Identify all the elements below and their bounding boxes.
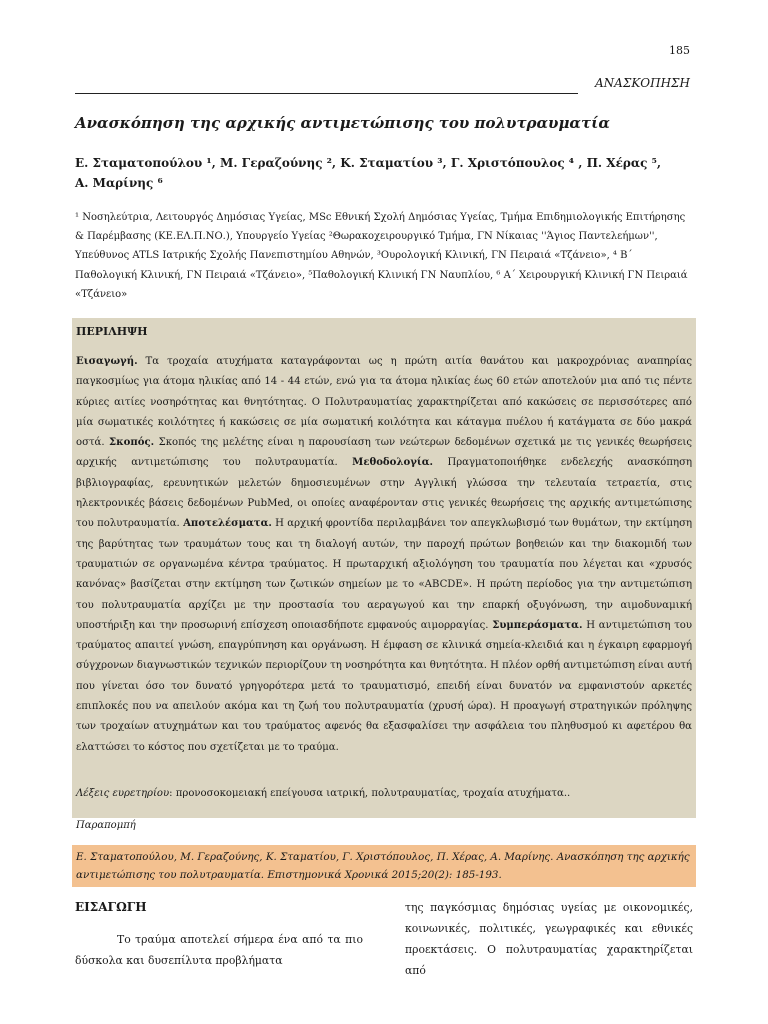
- abstract-method-text: Πραγματοποιήθηκε ενδελεχής ανασκόπηση βιβλιογραφίας, ερευνητικών μελετών δημοσιευμένων στην Αγγλική γλώσσα την τελευταία τετραετία, στις ηλεκτρονικές βάσεις δεδομένων PubMed, οι οποίες αναφέρονταν στις γενικές θεωρήσεις της αρχικής αντιμετώπισης του πολυτραυματία.: [76, 457, 693, 530]
- keywords: [76, 788, 692, 799]
- introduction-heading: ΕΙΣΑΓΩΓΗ: [75, 900, 147, 914]
- authors: Ε. Σταματοπούλου ¹, Μ. Γεραζούνης ², Κ. Σταματίου ³, Γ. Χριστόπουλος ⁴ , Π. Χέρας ⁵, Α. Μαρίνης ⁶: [75, 156, 662, 190]
- abstract-intro-label: Εισαγωγή.: [76, 356, 138, 367]
- introduction-left-text: Το τραύμα αποτελεί σήμερα ένα από τα πιο δύσκολα και δυσεπίλυτα προβλήματα: [75, 933, 363, 967]
- keywords-text: : προνοσοκομειακή επείγουσα ιατρική, πολυτραυματίας, τροχαία ατυχήματα..: [169, 788, 571, 799]
- page-number: 185: [669, 44, 690, 57]
- introduction-left-column: [75, 929, 363, 971]
- article-title: Ανασκόπηση της αρχικής αντιμετώπισης του πολυτραυματία: [75, 114, 610, 132]
- abstract-conclusions-text: Η αντιμετώπιση του τραύματος απαιτεί γνώση, επαγρύπνηση και οργάνωση. Η έμφαση σε κλινικά σημεία-κλειδιά και η έγκαιρη εφαρμογή σύγχρονων διαγνωστικών τεχνικών περιορίζουν τη νοσηρότητα και θνητότητα. Η πλέον ορθή αντιμετώπιση είναι αυτή που γίνεται όσο τον δυνατό γρηγορότερα μετά το τραυματισμό, επειδή είναι δυνατόν να εμφανιστούν αρκετές επιπλοκές που να απειλούν ακόμα και τη ζωή του πολυτραυματία (χρυσή ώρα). Η προαγωγή στρατηγικών πρόληψης των τροχαίων ατυχημάτων και του τραύματος αφενός θα εξασφαλίσει την ασφάλεια του πληθυσμού κι αφετέρου θα ελαττώσει το κόστος που σχετίζεται με το τραύμα.: [76, 619, 692, 753]
- affiliations: ¹ Νοσηλεύτρια, Λειτουργός Δημόσιας Υγείας, MSc Εθνική Σχολή Δημόσιας Υγείας, Τμήμα Επιδημιολογικής Επιτήρησης & Παρέμβασης (ΚΕ.ΕΛ.Π.ΝΟ.), Υπουργείο Υγείας ²Θωρακοχειρουργικό Τμήμα, ΓΝ Νίκαιας ''Άγιος Παντελεήμων'', Υπεύθυνος ATLS Ιατρικής Σχολής Πανεπιστημίου Αθηνών, ³Ουρολογική Κλινική, ΓΝ Πειραιά «Τζάνειο», ⁴ Β΄ Παθολογική Κλινική, ΓΝ Πειραιά «Τζάνειο», ⁵Παθολογική Κλινική ΓΝ Ναυπλίου, ⁶ Α΄ Χειρουργική Κλινική ΓΝ Πειραιά «Τζάνειο»: [75, 212, 688, 300]
- abstract-conclusions-label: Συμπεράσματα.: [492, 619, 583, 631]
- abstract-results-text: Η αρχική φροντίδα περιλαμβάνει τον απεγκλωβισμό των θυμάτων, την εκτίμηση της βαρύτητας των τραυμάτων τους και τη διαλογή αυτών, την παροχή πρώτων βοηθειών και την διακομιδή των τραυματιών σε οργανωμένα κέντρα τραύματος. Η πρωταρχική αξιολόγηση του τραυματία που λέγεται και «χρυσός κανόνας» βασίζεται στην εκτίμηση των ζωτικών σημείων με το «ABCDE». Η πρώτη περίοδος για την αντιμετώπιση του πολυτραυματία αρχίζει με την προστασία του αεραγωγού και την επαρκή οξυγόνωση, την αιμοδυναμική υποστήριξη και την προσωρινή επίσχεση οποιασδήποτε εμφανούς αιμορραγίας.: [76, 518, 693, 631]
- header-rule: [75, 93, 578, 94]
- abstract-results-label: Αποτελέσματα.: [183, 518, 272, 530]
- abstract-body: [76, 352, 692, 758]
- abstract-method-label: Μεθοδολογία.: [352, 457, 434, 469]
- abstract-heading: ΠΕΡΙΛΗΨΗ: [76, 325, 148, 338]
- keywords-label: Λέξεις ευρετηρίου: [76, 788, 170, 799]
- abstract-aim-label: Σκοπός.: [108, 437, 155, 449]
- abstract-intro-text: Τα τροχαία ατυχήματα καταγράφονται ως η πρώτη αιτία θανάτου και μακροχρόνιας αναπηρίας παγκοσμίως για άτομα ηλικίας από 14 - 44 ετών, ενώ για τα άτομα ηλικίας έως 60 ετών αποτελούν μια από τις πέντε κύριες αιτίες νοσηρότητας και θνητότητας. Ο Πολυτραυματίας χαρακτηρίζεται από κακώσεις σε περισσότερες από μία σωματικές κοιλότητες ή κακώσεις σε μία σωματική κοιλότητα και κάταγμα πυέλου ή κατάγματα σε δύο μακρά οστά.: [76, 356, 692, 449]
- reference-label: Παραπομπή: [76, 820, 136, 831]
- abstract-aim-text: Σκοπός της μελέτης είναι η παρουσίαση των νεώτερων δεδομένων σχετικά με τις γενικές θεωρήσεις αρχικής αντιμετώπισης του πολυτραυματία.: [76, 437, 692, 469]
- introduction-right-column: της παγκόσμιας δημόσιας υγείας με οικονομικές, κοινωνικές, πολιτικές, γεωγραφικές και εθνικές προεκτάσεις. Ο πολυτραυματίας χαρακτηρίζεται από: [405, 901, 693, 977]
- section-tag: ΑΝΑΣΚΟΠΗΣΗ: [595, 76, 690, 90]
- citation-text: Ε. Σταματοπούλου, Μ. Γεραζούνης, Κ. Σταματίου, Γ. Χριστόπουλος, Π. Χέρας, Α. Μαρίνης. Ανασκόπηση της αρχικής αντιμετώπισης του πολυτραυματία. Επιστημονικά Χρονικά 2015;20(2): 185-193.: [76, 851, 690, 881]
